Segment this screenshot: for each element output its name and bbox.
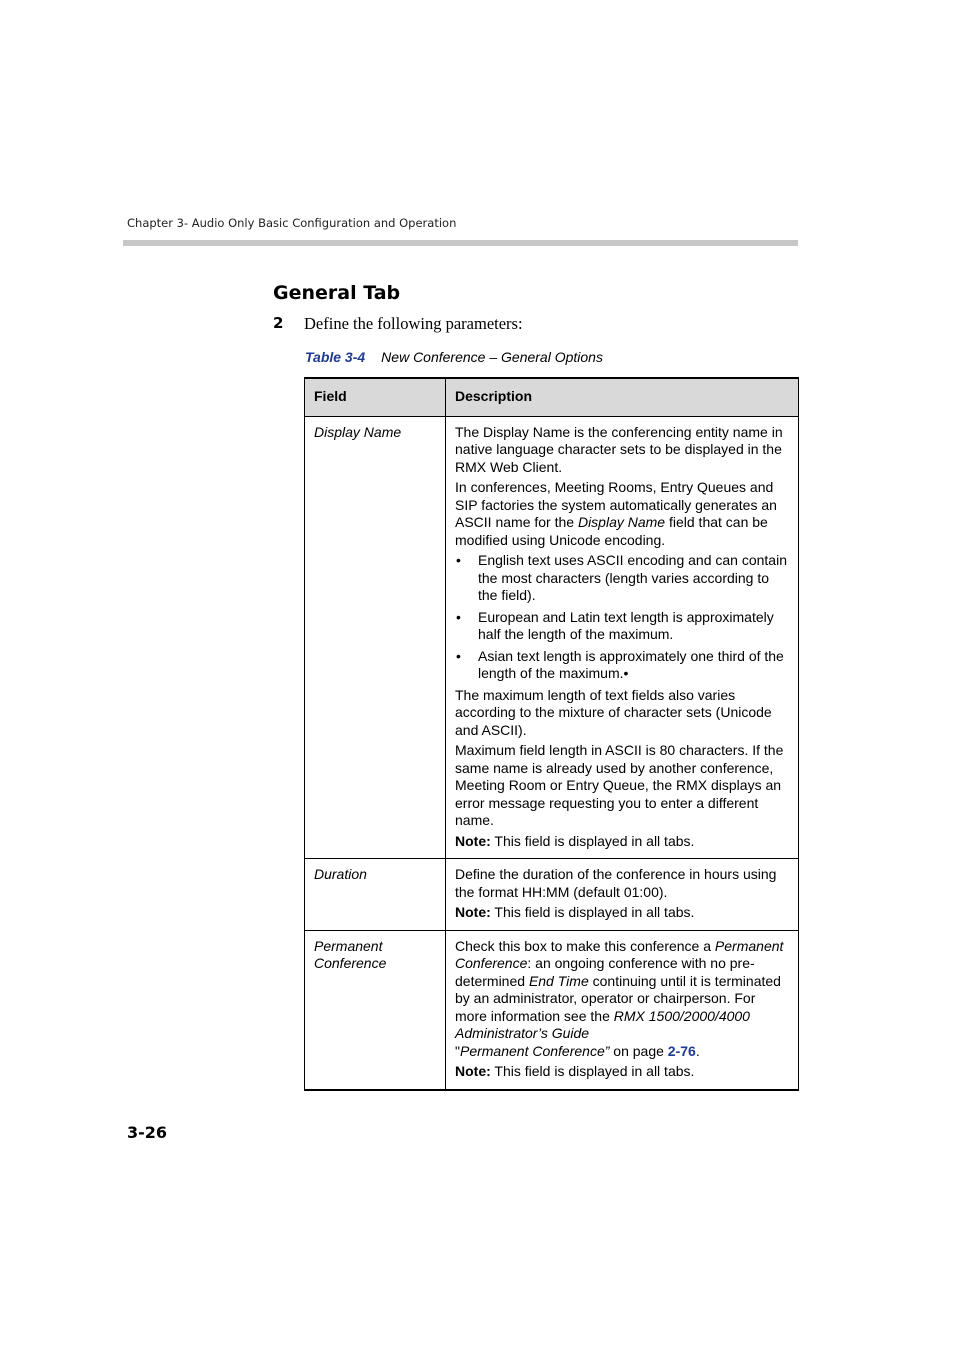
text-run: In conferences, Meeting Rooms, Entry Queues and SIP factories the system automatically generates an ASCII name for the	[455, 479, 777, 530]
note-text: This field is displayed in all tabs.	[490, 1063, 695, 1079]
description-cell	[446, 930, 799, 1090]
table-caption	[305, 349, 603, 365]
field-cell: Duration	[305, 859, 446, 931]
note	[455, 904, 789, 922]
description-paragraph: Maximum field length in ASCII is 80 characters. If the same name is already used by another conference, Meeting Room or Entry Queue, the RMX displays an error message requesting you to enter a different name.	[455, 742, 784, 828]
table-row	[305, 930, 799, 1090]
description-paragraph: The maximum length of text fields also varies according to the mixture of character sets (Unicode and ASCII).	[455, 686, 772, 738]
text-run: field that can be modified using Unicode encoding.	[455, 514, 768, 548]
bullet-item: • Asian text length is approximately one third of the length of the maximum.•	[455, 648, 789, 683]
table-row	[305, 416, 799, 859]
text-run: .	[695, 1042, 700, 1059]
page-number: 3-26	[127, 1123, 168, 1142]
text-run: : an ongoing conference with no pre-determined	[455, 955, 755, 989]
note	[455, 833, 789, 851]
note-label: Note:	[455, 832, 491, 849]
note-text: This field is displayed in all tabs.	[490, 832, 695, 849]
step-number: 2	[273, 314, 284, 332]
header-rule	[123, 240, 798, 246]
description-paragraph: Define the duration of the conference in hours using the format HH:MM (default 01:00).	[455, 866, 777, 900]
text-run-italic: Permanent Conference	[455, 937, 784, 971]
page-reference-link[interactable]: 2-76	[667, 1042, 696, 1059]
bullet-list	[455, 552, 789, 683]
text-run-italic: Permanent Conference”	[459, 1042, 610, 1059]
field-cell: Permanent Conference	[305, 930, 446, 1090]
description-paragraph	[455, 479, 789, 549]
table-caption-label: Table 3-4	[305, 349, 366, 365]
note-label: Note:	[455, 904, 491, 920]
text-run: on page	[609, 1042, 668, 1059]
text-run: continuing until it is terminated by an administrator, operator or chairperson. For more information see the	[455, 972, 781, 1024]
table-header-row	[305, 378, 799, 416]
parameters-table	[304, 377, 799, 1091]
field-cell: Display Name	[305, 416, 446, 859]
text-run-italic: Display Name	[577, 514, 666, 530]
bullet-item: • English text uses ASCII encoding and can contain the most characters (length varies according to the field).	[455, 552, 789, 605]
section-title: General Tab	[273, 282, 401, 304]
note	[455, 1063, 789, 1081]
bullet-item: • European and Latin text length is approximately half the length of the maximum.	[455, 609, 789, 644]
column-header-field: Field	[305, 378, 446, 416]
description-paragraph	[455, 938, 789, 1061]
description-paragraph: The Display Name is the conferencing entity name in native language character sets to be displayed in the RMX Web Client.	[455, 423, 783, 475]
text-run: Check this box to make this conference a	[455, 937, 715, 954]
description-cell	[446, 416, 799, 859]
note-label: Note:	[455, 1063, 491, 1079]
step-text: Define the following parameters:	[304, 314, 523, 333]
running-header: Chapter 3- Audio Only Basic Configuration and Operation	[127, 216, 457, 230]
guide-title: RMX 1500/2000/4000 Administrator’s Guide	[455, 1007, 750, 1041]
table-row	[305, 859, 799, 931]
note-text: This field is displayed in all tabs.	[490, 904, 695, 920]
table-caption-title: New Conference – General Options	[381, 349, 603, 365]
column-header-description: Description	[446, 378, 799, 416]
text-run-italic: End Time	[528, 972, 589, 989]
text-run: "	[455, 1042, 460, 1059]
description-cell	[446, 859, 799, 931]
